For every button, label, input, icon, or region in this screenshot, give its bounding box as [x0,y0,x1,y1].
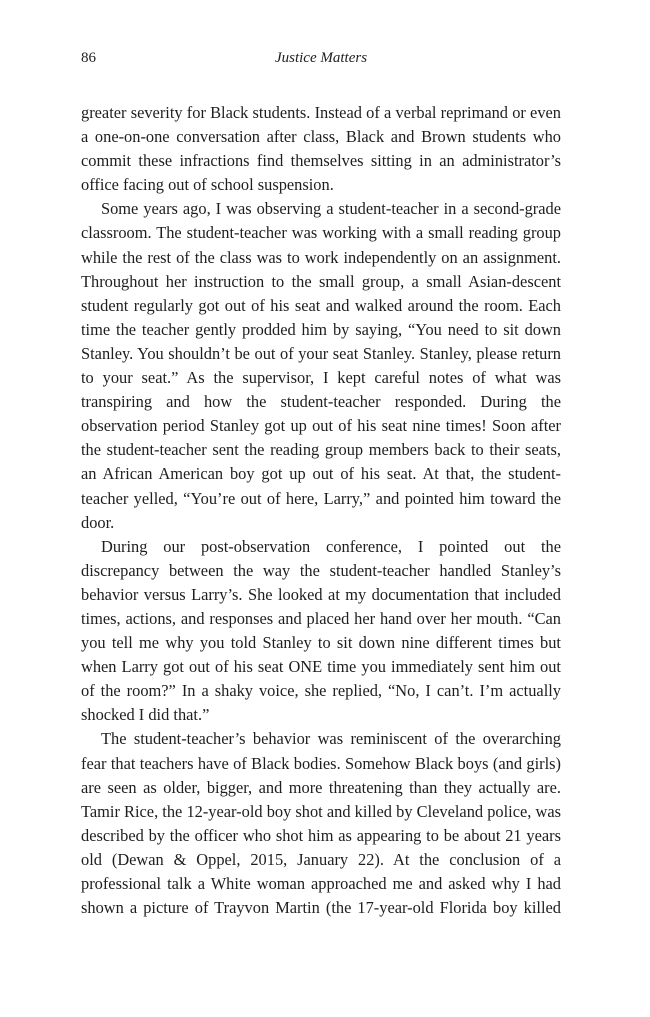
running-title: Justice Matters [274,50,368,66]
paragraph-conference: During our post-observation conference, I pointed out the discrepancy between the way the student-teacher handled Stanley’s behavior versus Larry’s. She looked at my documentation that included times, actions, and responses and placed her hand over her mouth. “Can you tell me why you told Stanley to sit down nine different times but when Larry got out of his seat ONE time you immediately sent him out of the room?” In a shaky voice, she replied, “No, I can’t. I’m actually shocked I did that.” [81,536,561,725]
page-number: 86 [81,50,96,66]
paragraph-continuation: greater severity for Black students. Instead of a verbal reprimand or even a one-on-one conversation after class, Black and Brown students who commit these infractions find themselves sitting in an administrator’s office facing out of school suspension. [81,103,561,195]
body-text [81,101,561,920]
paragraph-fear-of-black-bodies: The student-teacher’s behavior was reminiscent of the overarching fear that teachers have of Black bodies. Somehow Black boys (and girls) are seen as older, bigger, and more threatening than they actually are. Tamir Rice, the 12-year-old boy shot and killed by Cleveland police, was described by the officer who shot him as appearing to be about 21 years old (Dewan & Oppel, 2015, January 22). At the conclusion of a professional talk a White woman approached me and asked why I had shown a picture of Trayvon Martin (the 17-year-old Florida boy killed [81,729,561,918]
paragraph-observation: Some years ago, I was observing a student-teacher in a second-grade classroom. The student-teacher was working with a small reading group while the rest of the class was to work independently on an assignment. Throughout her instruction to the small group, a small Asian-descent student regularly got out of his seat and walked around the room. Each time the teacher gently prodded him by saying, “You need to sit down Stanley. You shouldn’t be out of your seat Stanley. Stanley, please return to your seat.” As the supervisor, I kept careful notes of what was transpiring and how the student-teacher responded. During the observation period Stanley got up out of his seat nine times! Soon after the student-teacher sent the reading group members back to their seats, an African American boy got up out of his seat. At that, the student-teacher yelled, “You’re out of here, Larry,” and pointed him toward the door. [81,199,561,532]
running-head [81,50,561,74]
